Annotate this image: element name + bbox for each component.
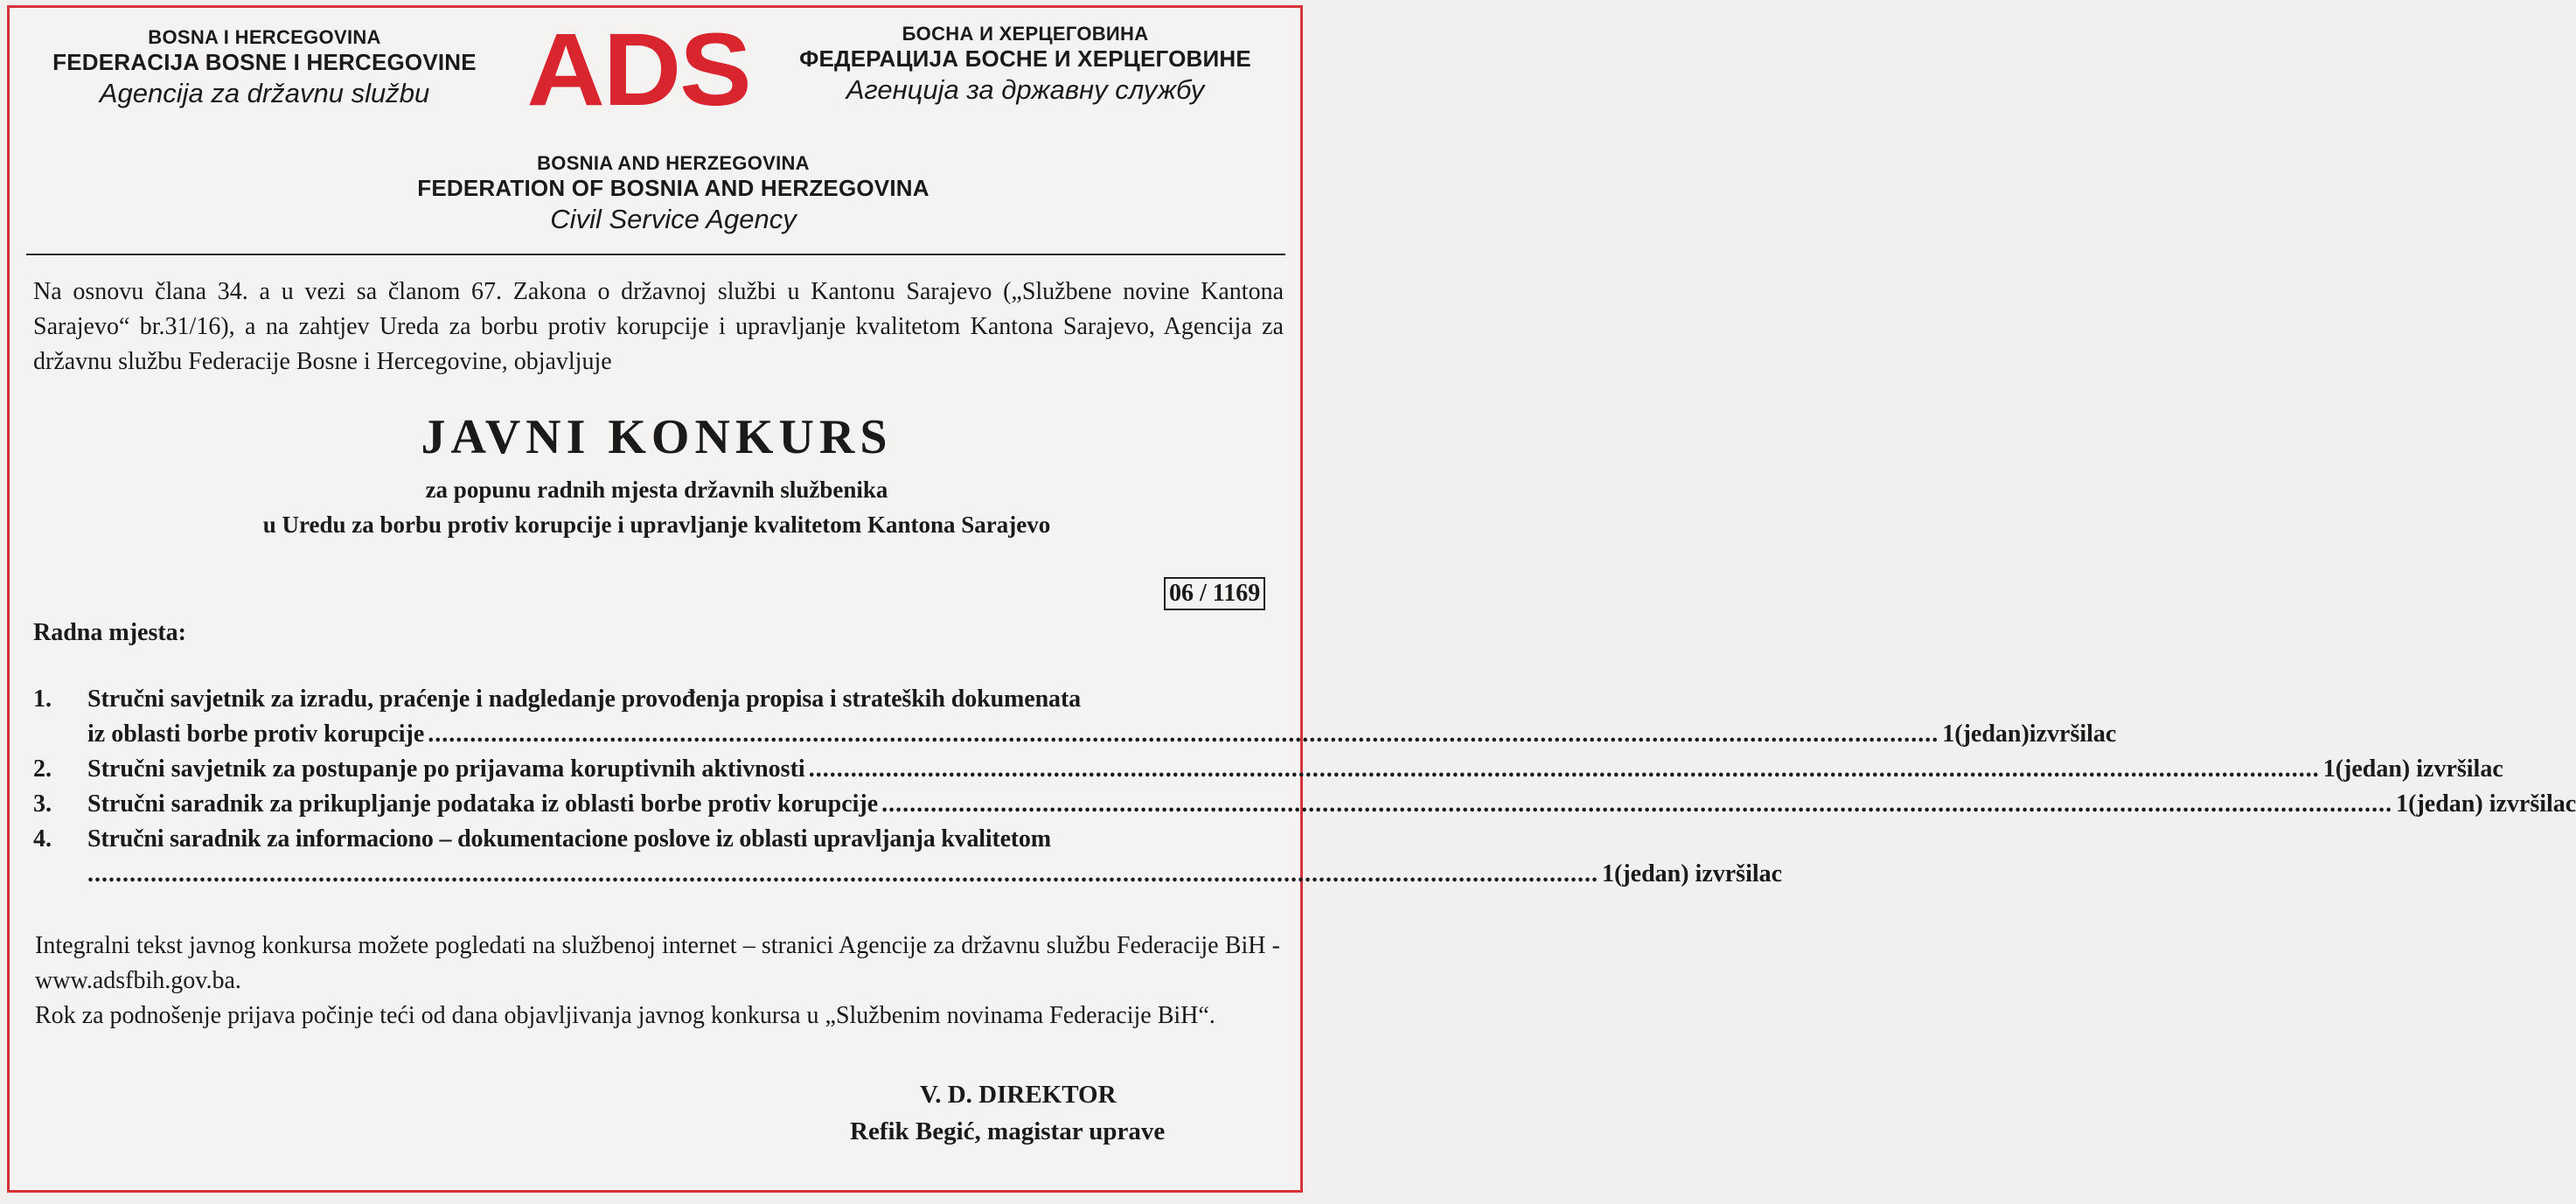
item-count: 1(jedan)izvršilac bbox=[1942, 720, 2117, 748]
signature-name: Refik Begić, magistar uprave bbox=[850, 1117, 1166, 1145]
header-left-agency: Agencija za državnu službu bbox=[99, 78, 430, 108]
header-center-country: BOSNIA AND HERZEGOVINA bbox=[537, 152, 810, 174]
item-number: 2. bbox=[33, 755, 52, 783]
item-text: Stručni saradnik za prikupljanje podataka iz oblasti borbe protiv korupcije bbox=[87, 790, 879, 818]
item-text: Stručni savjetnik za izradu, praćenje i nadgledanje provođenja propisa i strateških dokumenata bbox=[87, 686, 1082, 713]
signature-title: V. D. DIREKTOR bbox=[920, 1081, 1117, 1109]
closing-text bbox=[35, 929, 1280, 1033]
header-left-country: BOSNA I HERCEGOVINA bbox=[148, 26, 381, 48]
deadline-paragraph: Rok za podnošenje prijava počinje teći od dana objavljivanja javnog konkursa u „Službenim novinama Federacije BiH“. bbox=[35, 1002, 1215, 1029]
subtitle-line-2: u Uredu za borbu protiv korupcije i upravljanje kvalitetom Kantona Sarajevo bbox=[262, 512, 1051, 538]
header-right-federation: ФЕДЕРАЦИЈА БОСНЕ И ХЕРЦЕГОВИНЕ bbox=[799, 45, 1251, 72]
item-number: 3. bbox=[33, 790, 52, 818]
item-text-continued: iz oblasti borbe protiv korupcije bbox=[87, 720, 425, 748]
subtitle-line-1: za popunu radnih mjesta državnih službenika bbox=[425, 477, 888, 503]
header-left-federation: FEDERACIJA BOSNE I HERCEGOVINE bbox=[52, 49, 477, 75]
website-paragraph: Integralni tekst javnog konkursa možete pogledati na službenoj internet – stranici Agencije za državnu službu Federacije BiH - www.adsfbih.gov.ba. bbox=[35, 932, 1280, 994]
reference-number: 06 / 1169 bbox=[1164, 577, 1265, 610]
header-cyrillic bbox=[774, 23, 1277, 106]
ads-logo: ADS bbox=[526, 12, 750, 128]
header-latin bbox=[26, 26, 503, 109]
header-center-agency: Civil Service Agency bbox=[550, 204, 797, 234]
positions-list bbox=[33, 682, 2576, 892]
item-count: 1(jedan) izvršilac bbox=[2396, 790, 2576, 818]
leader-dots bbox=[87, 857, 1598, 892]
item-number: 4. bbox=[33, 825, 52, 853]
item-count: 1(jedan) izvršilac bbox=[2322, 755, 2503, 783]
list-item bbox=[33, 787, 2576, 822]
list-item bbox=[33, 752, 2503, 787]
document-title: JAVNI KONKURS bbox=[421, 410, 893, 464]
intro-paragraph: Na osnovu člana 34. a u vezi sa članom 67. Zakona o državnoj službi u Kantonu Sarajevo („Službene novine Kantona Sarajevo“ br.31/16), a na zahtjev Ureda za borbu protiv korupcije i upravljanje kvalitetom Kantona Sarajevo, Agencija za državnu službu Federacije Bosne i Hercegovine, objavljuje bbox=[33, 278, 1284, 375]
item-text: Stručni saradnik za informaciono – dokumentacione poslove iz oblasti upravljanja kvalitetom bbox=[87, 825, 1051, 853]
list-item bbox=[33, 682, 2117, 752]
item-text: Stručni savjetnik za postupanje po prijavama koruptivnih aktivnosti bbox=[87, 755, 805, 783]
leader-dots bbox=[428, 717, 1939, 752]
header-center-federation: FEDERATION OF BOSNIA AND HERZEGOVINA bbox=[417, 175, 929, 201]
header-right-agency: Агенција за државну службу bbox=[846, 74, 1205, 105]
item-count: 1(jedan) izvršilac bbox=[1602, 860, 1783, 887]
leader-dots bbox=[809, 752, 2320, 787]
header-divider bbox=[26, 254, 1285, 255]
header-english bbox=[385, 152, 962, 235]
item-number: 1. bbox=[33, 686, 52, 713]
section-label: Radna mjesta: bbox=[33, 619, 186, 646]
leader-dots bbox=[881, 787, 2392, 822]
list-item bbox=[33, 822, 1783, 892]
header-right-country: БОСНА И ХЕРЦЕГОВИНА bbox=[902, 23, 1149, 45]
